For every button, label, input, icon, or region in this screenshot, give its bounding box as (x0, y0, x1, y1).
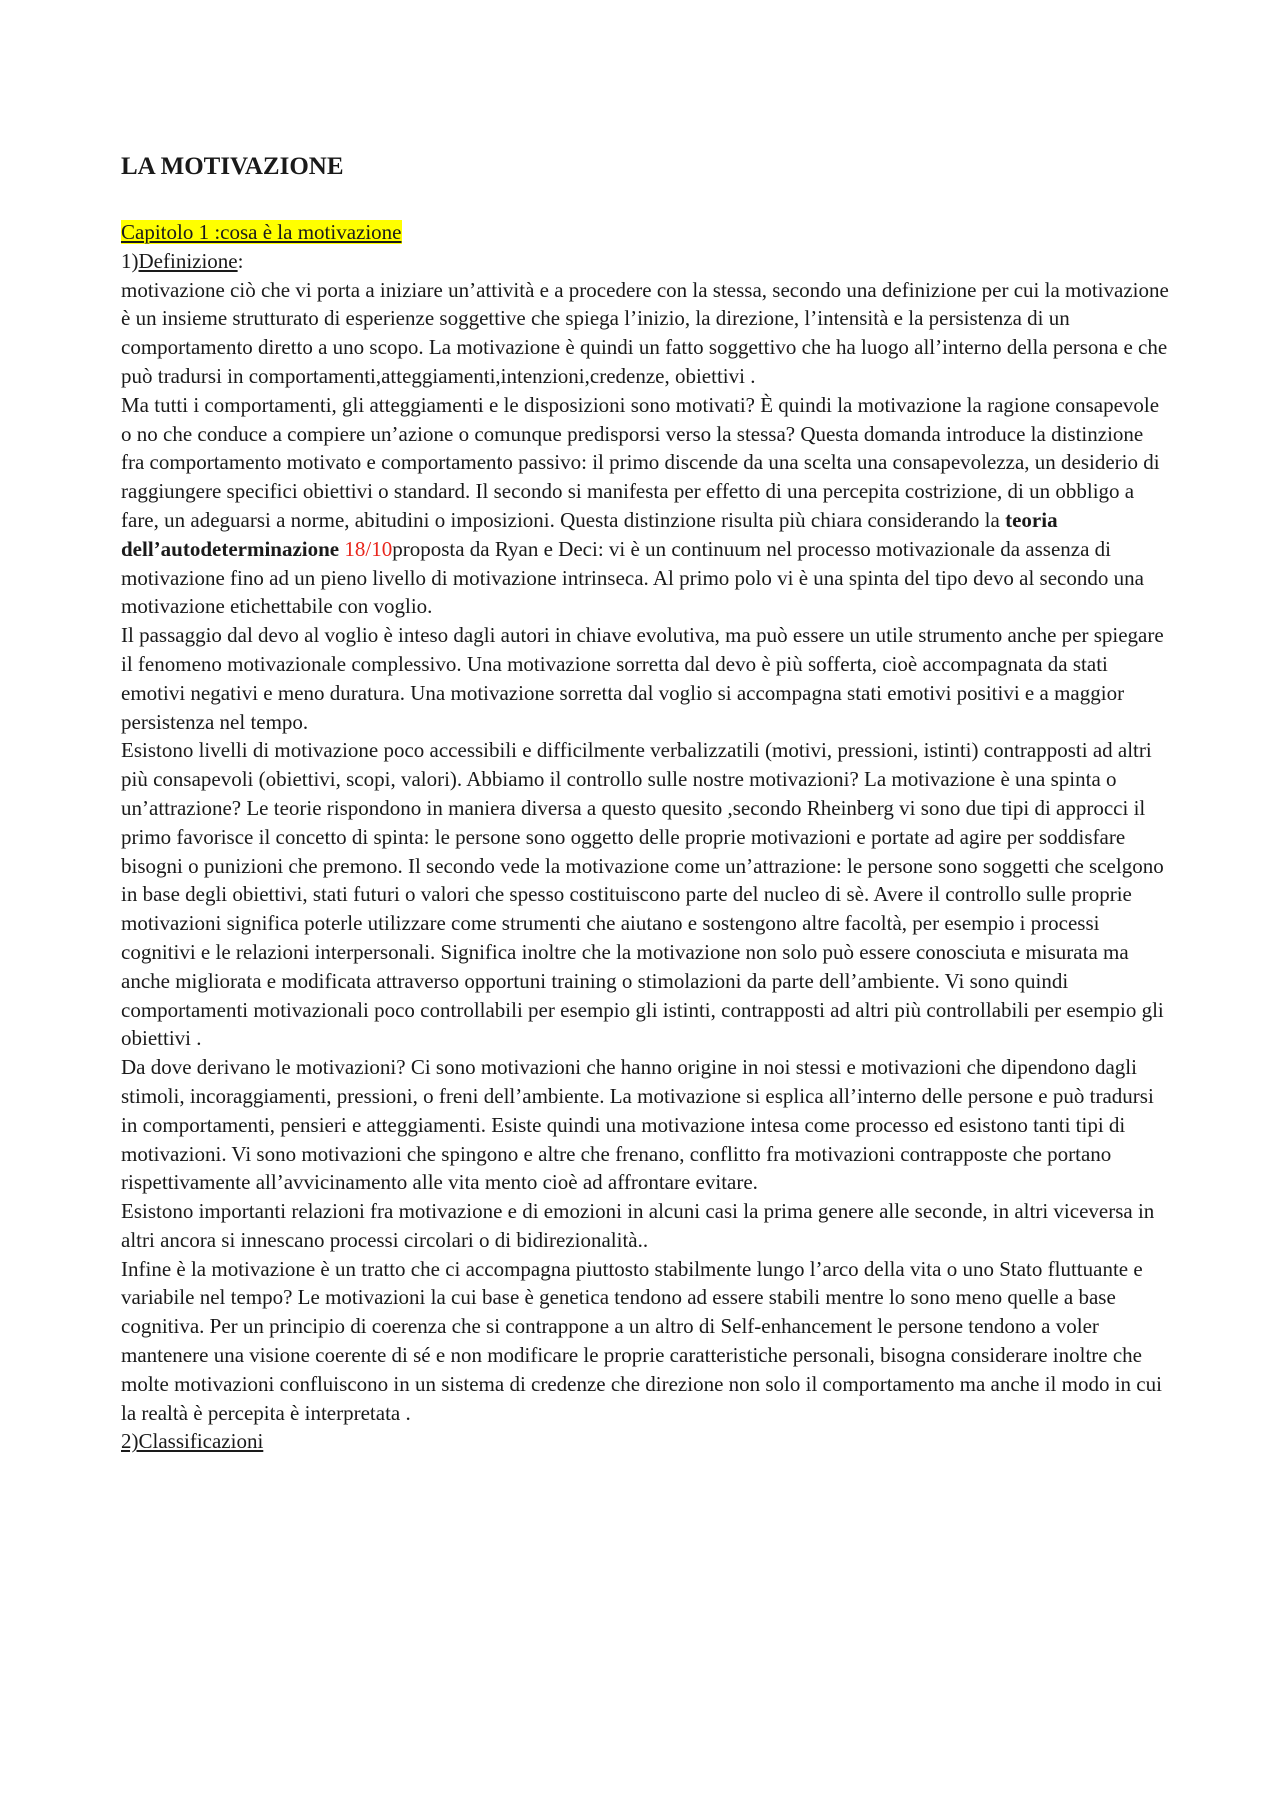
paragraph-3: Il passaggio dal devo al voglio è inteso dagli autori in chiave evolutiva, ma può essere un utile strumento anche per spiegare il fenomeno motivazionale complessivo. Una motivazione sorretta dal devo è più sofferta, cioè accompagnata da stati emotivi negativi e meno duratura. Una motivazione sorretta dal voglio si accompagna stati emotivi positivi e a maggior persistenza nel tempo. (121, 623, 1164, 734)
section-colon: : (237, 248, 244, 273)
paragraph-1: motivazione ciò che vi porta a iniziare un’attività e a procedere con la stessa, secondo una definizione per cui la motivazione è un insieme strutturato di esperienze soggettive che spiega l’inizio, la direzione, l’intensità e la persistenza di un comportamento diretto a uno scopo. La motivazione è quindi un fatto soggettivo che ha luogo all’interno della persona e che può tradursi in comportamenti,atteggiamenti,intenzioni,credenze, obiettivi . (121, 277, 1169, 388)
chapter-heading-line (121, 218, 1171, 247)
chapter-heading: Capitolo 1 :cosa è la motivazione (121, 220, 402, 244)
paragraph-6: Esistono importanti relazioni fra motivazione e di emozioni in alcuni casi la prima genere alle seconde, in altri viceversa in altri ancora si innescano processi circolari o di bidirezionalità.. (121, 1199, 1155, 1252)
paragraph-4: Esistono livelli di motivazione poco accessibili e difficilmente verbalizzatili (motivi, pressioni, istinti) contrapposti ad altri più consapevoli (obiettivi, scopi, valori). Abbiamo il controllo sulle nostre motivazioni? La motivazione è una spinta o un’attrazione? Le teorie rispondono in maniera diversa a questo quesito ,secondo Rheinberg vi sono due tipi di approcci il primo favorisce il concetto di spinta: le persone sono oggetto delle proprie motivazioni e portate ad agire per soddisfare bisogni o punizioni che premono. Il secondo vede la motivazione come un’attrazione: le persone sono soggetti che scelgono in base degli obiettivi, stati futuri o valori che spesso costituiscono parte del nucleo di sè. Avere il controllo sulle proprie motivazioni significa poterle utilizzare come strumenti che aiutano e sostengono altre facoltà, per esempio i processi cognitivi e le relazioni interpersonali. Significa inoltre che la motivazione non solo può essere conosciuta e misurata ma anche migliorata e modificata attraverso opportuni training o stimolazioni da parte dell’ambiente. Vi sono quindi comportamenti motivazionali poco controllabili per esempio gli istinti, contrapposti ad altri più controllabili per esempio gli obiettivi . (121, 738, 1164, 1051)
paragraph-2 (121, 391, 1171, 621)
date-note: 18/10 (344, 536, 393, 561)
section-label: Definizione (138, 248, 238, 273)
paragraph-2-text-a: Ma tutti i comportamenti, gli atteggiamenti e le disposizioni sono motivati? È quindi la motivazione la ragione consapevole o no che conduce a compiere un’azione o comunque predisporsi verso la stessa? Questa domanda introduce la distinzione fra comportamento motivato e comportamento passivo: il primo discende da una scelta una consapevolezza, un desiderio di raggiungere specifici obiettivi o standard. Il secondo si manifesta per effetto di una percepita costrizione, di un obbligo a fare, un adeguarsi a norme, abitudini o imposizioni. Questa distinzione risulta più chiara considerando la (121, 392, 1160, 532)
paragraph-7: Infine è la motivazione è un tratto che ci accompagna piuttosto stabilmente lungo l’arco della vita o uno Stato fluttuante e variabile nel tempo? Le motivazioni la cui base è genetica tendono ad essere stabili mentre lo sono meno quelle a base cognitiva. Per un principio di coerenza che si contrappone a un altro di Self-enhancement le persone tendono a voler mantenere una visione coerente di sé e non modificare le proprie caratteristiche personali, bisogna considerare inoltre che molte motivazioni confluiscono in un sistema di credenze che direzione non solo il comportamento ma anche il modo in cui la realtà è percepita è interpretata . (121, 1256, 1162, 1425)
paragraph-2-text-b: proposta da Ryan e Deci: vi è un continuum nel processo motivazionale da assenza di motivazione fino ad un pieno livello di motivazione intrinseca. Al primo polo vi è una spinta del tipo devo al secondo una motivazione etichettabile con voglio. (121, 536, 1144, 619)
section-heading-definizione (121, 247, 1171, 276)
document-title: LA MOTIVAZIONE (121, 153, 344, 180)
theory-term: teoria dell’autodeterminazione (121, 507, 1058, 561)
document-body (121, 150, 1171, 1456)
section-number: 1) (121, 248, 139, 273)
section-heading-classificazioni (121, 1427, 1171, 1456)
section-2-label: 2)Classificazioni (121, 1429, 264, 1454)
paragraph-5: Da dove derivano le motivazioni? Ci sono motivazioni che hanno origine in noi stessi e motivazioni che dipendono dagli stimoli, incoraggiamenti, pressioni, o freni dell’ambiente. La motivazione si esplica all’interno delle persone e può tradursi in comportamenti, pensieri e atteggiamenti. Esiste quindi una motivazione intesa come processo ed esistono tanti tipi di motivazioni. Vi sono motivazioni che spingono e altre che frenano, conflitto fra motivazioni contrapposte che portano rispettivamente all’avvicinamento alle vita mento cioè ad affrontare evitare. (121, 1055, 1154, 1195)
